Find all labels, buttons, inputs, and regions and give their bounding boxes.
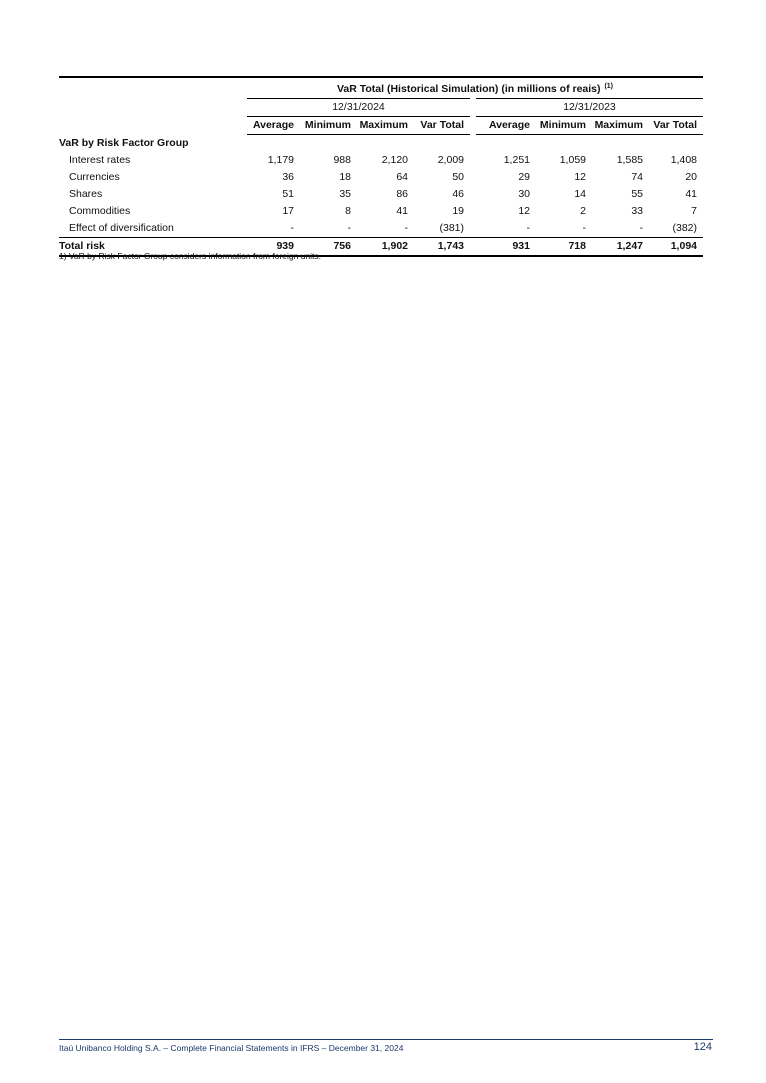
- cell: 51: [282, 188, 294, 200]
- cell: 7: [691, 205, 697, 217]
- cell: 1,251: [503, 154, 530, 166]
- cell: 1,585: [616, 154, 643, 166]
- cell: (382): [672, 222, 697, 234]
- col-header: Maximum: [592, 117, 649, 135]
- cell: 1,408: [670, 154, 697, 166]
- cell: 1,059: [559, 154, 586, 166]
- cell: 14: [574, 188, 586, 200]
- cell: 18: [339, 171, 351, 183]
- group-row: [59, 135, 703, 153]
- var-table: [59, 76, 703, 257]
- cell: 988: [333, 154, 351, 166]
- column-header-row: [59, 117, 703, 135]
- cell: 1,179: [267, 154, 294, 166]
- cell: 8: [345, 205, 351, 217]
- cell: -: [526, 222, 530, 234]
- col-header: Minimum: [536, 117, 592, 135]
- cell: 33: [631, 205, 643, 217]
- col-header: Average: [247, 117, 300, 135]
- cell: 55: [631, 188, 643, 200]
- cell: 2,120: [381, 154, 408, 166]
- cell: 64: [396, 171, 408, 183]
- total-cell: 1,902: [357, 238, 414, 257]
- row-label: Currencies: [69, 171, 120, 183]
- row-label: Shares: [69, 188, 103, 200]
- cell: 29: [518, 171, 530, 183]
- cell: 20: [685, 171, 697, 183]
- period-header-row: [59, 99, 703, 117]
- table-row: [59, 220, 703, 238]
- table-row: [59, 169, 703, 186]
- table-footnote: 1) VaR by Risk Factor Group considers information from foreign units.: [59, 251, 322, 261]
- total-cell: 1,743: [414, 238, 470, 257]
- cell: 74: [631, 171, 643, 183]
- footer-divider: [59, 1039, 713, 1040]
- col-header: Average: [476, 117, 536, 135]
- cell: 2,009: [437, 154, 464, 166]
- cell: 46: [452, 188, 464, 200]
- cell: 35: [339, 188, 351, 200]
- row-label: Effect of diversification: [69, 222, 174, 234]
- total-cell: 939: [247, 238, 300, 257]
- table-row: [59, 152, 703, 169]
- total-cell: 1,094: [649, 238, 703, 257]
- col-header: Maximum: [357, 117, 414, 135]
- page-number: 124: [693, 1041, 712, 1053]
- cell: 36: [282, 171, 294, 183]
- table-row: [59, 203, 703, 220]
- footer-text: Itaú Unibanco Holding S.A. – Complete Financial Statements in IFRS – December 31, 2024: [59, 1043, 404, 1053]
- cell: (381): [439, 222, 464, 234]
- cell: 30: [518, 188, 530, 200]
- cell: -: [404, 222, 408, 234]
- cell: 19: [452, 205, 464, 217]
- cell: 41: [396, 205, 408, 217]
- cell: 12: [518, 205, 530, 217]
- table-title-text: VaR Total (Historical Simulation) (in millions of reais): [337, 83, 601, 95]
- total-cell: 931: [476, 238, 536, 257]
- col-header: Minimum: [300, 117, 357, 135]
- col-header: Var Total: [649, 117, 703, 135]
- total-cell: 718: [536, 238, 592, 257]
- period-2023: 12/31/2023: [476, 99, 703, 117]
- cell: -: [639, 222, 643, 234]
- col-header: Var Total: [414, 117, 470, 135]
- cell: 86: [396, 188, 408, 200]
- cell: 17: [282, 205, 294, 217]
- period-2024: 12/31/2024: [247, 99, 470, 117]
- group-label: VaR by Risk Factor Group: [59, 137, 189, 149]
- title-footnote-marker: (1): [604, 83, 613, 90]
- total-cell: 1,247: [592, 238, 649, 257]
- row-label: Commodities: [69, 205, 131, 217]
- cell: 50: [452, 171, 464, 183]
- cell: -: [290, 222, 294, 234]
- cell: 12: [574, 171, 586, 183]
- cell: -: [347, 222, 351, 234]
- cell: -: [582, 222, 586, 234]
- table-title-row: [59, 78, 703, 99]
- total-cell: 756: [300, 238, 357, 257]
- total-label: Total risk: [59, 238, 247, 257]
- table-title: [247, 78, 703, 99]
- table-row: [59, 186, 703, 203]
- row-label: Interest rates: [69, 154, 131, 166]
- cell: 2: [580, 205, 586, 217]
- cell: 41: [685, 188, 697, 200]
